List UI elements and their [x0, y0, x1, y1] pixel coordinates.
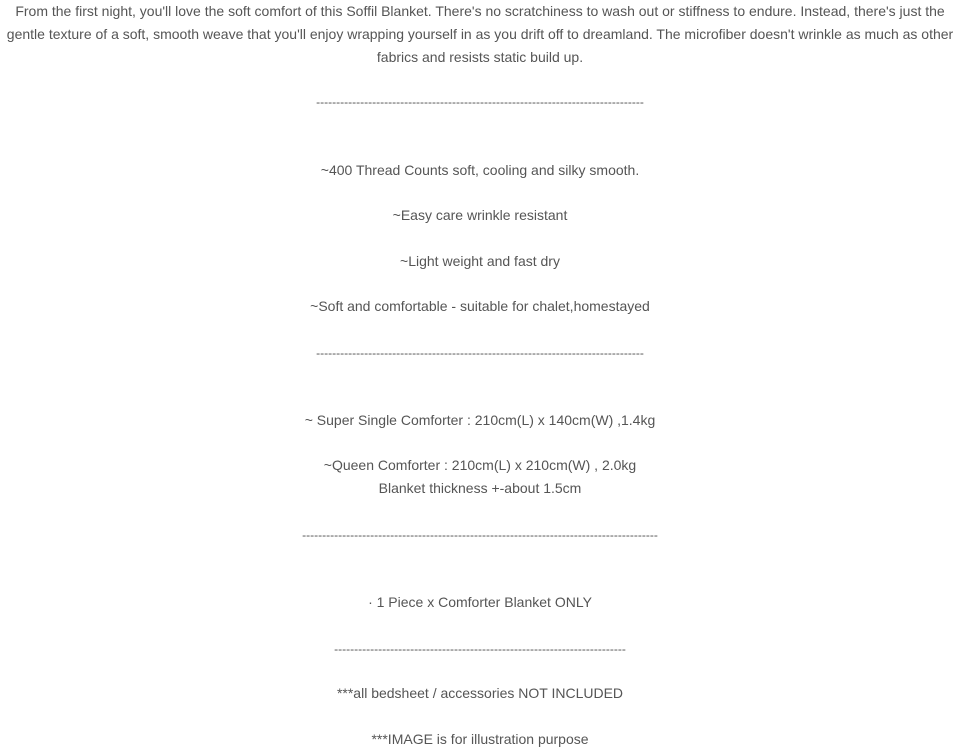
note-illustration: ***IMAGE is for illustration purpose	[371, 731, 589, 747]
divider-line: -------------------------------------------------------------------------	[334, 642, 626, 656]
divider-line: ----------------------------------------------------------------------------------	[316, 95, 644, 109]
size-queen: ~Queen Comforter : 210cm(L) x 210cm(W) , 2.0kg	[323, 457, 637, 473]
divider-line: -----------------------------------------------------------------------------------------	[302, 528, 658, 542]
package-contents: · 1 Piece x Comforter Blanket ONLY	[368, 594, 592, 610]
blanket-thickness: Blanket thickness +-about 1.5cm	[378, 480, 582, 496]
feature-light-weight: ~Light weight and fast dry	[400, 253, 560, 269]
feature-soft-comfortable: ~Soft and comfortable - suitable for chalet,homestayed	[310, 298, 650, 314]
intro-paragraph: From the first night, you'll love the soft comfort of this Soffil Blanket. There's no scratchiness to wash out or stiffness to endure. Instead, there's just the gentle texture of a soft, smooth weave that you'll enjoy wrapping yourself in as you drift off to dreamland. The microfiber doesn't wrinkle as much as other fabrics and resists static build up.	[6, 3, 954, 65]
feature-easy-care: ~Easy care wrinkle resistant	[392, 207, 568, 223]
divider-line: ----------------------------------------------------------------------------------	[316, 346, 644, 360]
feature-thread-count: ~400 Thread Counts soft, cooling and silky smooth.	[320, 162, 640, 178]
size-super-single: ~ Super Single Comforter : 210cm(L) x 140cm(W) ,1.4kg	[304, 412, 656, 428]
note-not-included: ***all bedsheet / accessories NOT INCLUDED	[336, 685, 624, 701]
